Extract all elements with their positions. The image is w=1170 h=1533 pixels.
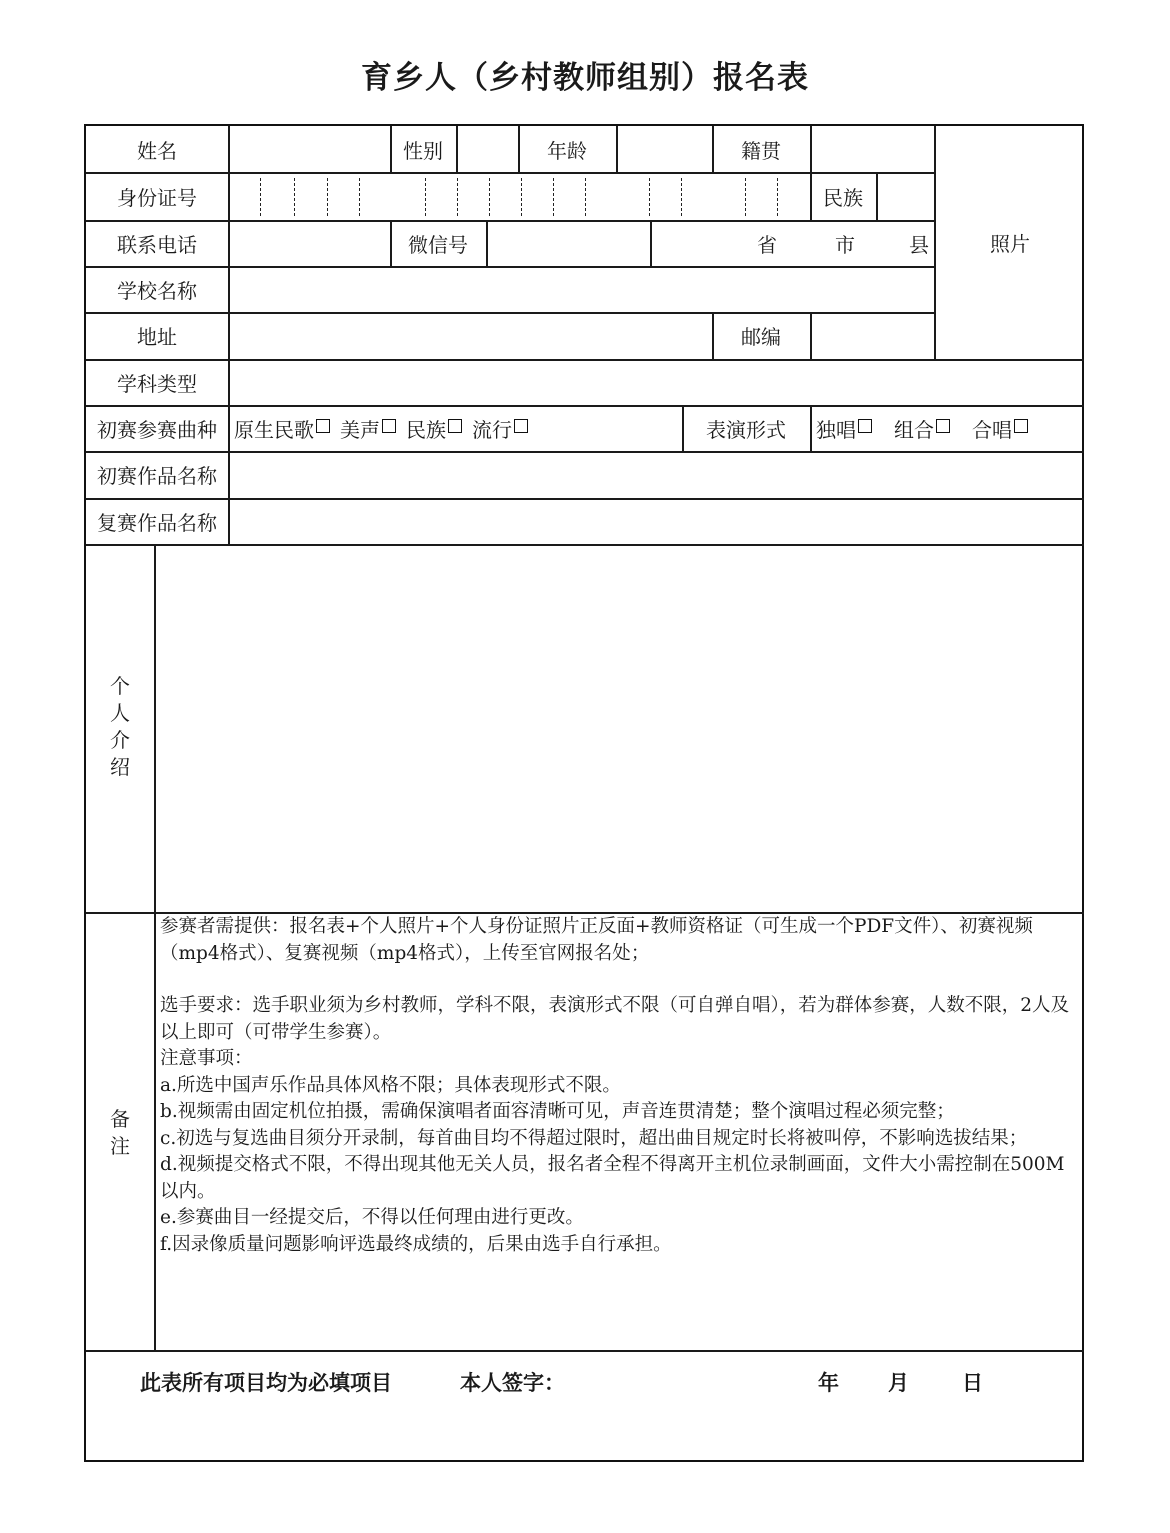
option-label: 美声 xyxy=(340,417,380,442)
label-prelim-work: 初赛作品名称 xyxy=(97,464,217,488)
label-genre: 初赛参赛曲种 xyxy=(97,417,217,442)
label-address: 地址 xyxy=(137,325,177,349)
checkbox-bel-canto[interactable] xyxy=(382,419,396,433)
label-ethnicity: 民族 xyxy=(823,185,863,210)
option-label: 合唱 xyxy=(972,417,1012,442)
label-phone: 联系电话 xyxy=(117,232,197,257)
id-number-field[interactable] xyxy=(230,174,808,218)
label-origin: 籍贯 xyxy=(741,138,781,163)
label-province: 省 xyxy=(757,232,777,257)
label-school: 学校名称 xyxy=(117,278,197,303)
label-age: 年龄 xyxy=(547,138,587,163)
label-subject: 学科类型 xyxy=(117,371,197,396)
checkbox-chorus[interactable] xyxy=(1014,419,1028,433)
option-label: 流行 xyxy=(472,417,512,442)
note-item: f.因录像质量问题影响评选最终成绩的，后果由选手自行承担。 xyxy=(160,1233,672,1255)
label-intro: 个人介绍 xyxy=(110,674,130,779)
label-gender: 性别 xyxy=(403,138,443,163)
checkbox-group[interactable] xyxy=(936,419,950,433)
note-item: a.所选中国声乐作品具体风格不限；具体表现形式不限。 xyxy=(160,1074,621,1096)
gender-field[interactable] xyxy=(458,128,516,170)
option-label: 民族 xyxy=(406,417,446,442)
note-item: e.参赛曲目一经提交后，不得以任何理由进行更改。 xyxy=(160,1207,584,1228)
label-id-number: 身份证号 xyxy=(117,185,197,210)
option-label: 原生民歌 xyxy=(234,417,314,442)
option-label: 组合 xyxy=(894,417,934,442)
photo-area[interactable]: 照片 xyxy=(990,232,1030,256)
remarks-notes xyxy=(160,914,1080,1258)
footer-signature-label: 本人签字： xyxy=(460,1371,565,1395)
performance-options xyxy=(816,405,1082,451)
note-item: d.视频提交格式不限，不得出现其他无关人员，报名者全程不得离开主机位录制画面，文件大小需控制在500M以内。 xyxy=(160,1154,1065,1202)
checkbox-original-folk[interactable] xyxy=(316,419,330,433)
label-performance: 表演形式 xyxy=(706,417,786,442)
phone-field[interactable] xyxy=(230,222,388,264)
footer-required: 此表所有项目均为必填项目 xyxy=(140,1371,392,1395)
label-county: 县 xyxy=(909,232,929,257)
prelim-work-field[interactable] xyxy=(230,453,1082,496)
label-name: 姓名 xyxy=(137,138,177,163)
signature-field[interactable] xyxy=(576,1366,806,1402)
school-field[interactable] xyxy=(230,268,932,310)
rematch-work-field[interactable] xyxy=(230,500,1082,542)
form-title: 育乡人（乡村教师组别）报名表 xyxy=(361,60,809,96)
note-materials: 参赛者需提供：报名表+个人照片+个人身份证照片正反面+教师资格证（可生成一个PDF文件）、初赛视频（mp4格式）、复赛视频（mp4格式），上传至官网报名处； xyxy=(160,916,1033,964)
footer-year: 年 xyxy=(818,1371,839,1395)
checkbox-ethnic[interactable] xyxy=(448,419,462,433)
origin-field[interactable] xyxy=(812,128,932,170)
age-field[interactable] xyxy=(618,128,710,170)
footer-month: 月 xyxy=(888,1371,909,1395)
intro-field[interactable] xyxy=(156,546,1082,910)
genre-options xyxy=(234,405,680,451)
name-field[interactable] xyxy=(230,128,388,170)
note-item: b.视频需由固定机位拍摄，需确保演唱者面容清晰可见，声音连贯清楚；整个演唱过程必须完整； xyxy=(160,1101,955,1122)
label-wechat: 微信号 xyxy=(408,232,468,257)
region-field[interactable] xyxy=(652,222,932,264)
postcode-field[interactable] xyxy=(812,314,932,357)
subject-field[interactable] xyxy=(230,361,1082,403)
label-remarks: 备注 xyxy=(110,1107,130,1158)
wechat-field[interactable] xyxy=(488,222,648,264)
note-requirements: 选手要求：选手职业须为乡村教师，学科不限，表演形式不限（可自弹自唱），若为群体参赛，人数不限，2人及以上即可（可带学生参赛）。 xyxy=(160,995,1070,1043)
footer-day: 日 xyxy=(962,1371,983,1395)
label-postcode: 邮编 xyxy=(741,325,781,349)
label-city: 市 xyxy=(835,232,855,257)
note-heading: 注意事项： xyxy=(160,1048,253,1069)
registration-form xyxy=(84,124,1084,1462)
address-field[interactable] xyxy=(230,314,710,357)
ethnicity-field[interactable] xyxy=(878,174,932,218)
note-item: c.初选与复选曲目须分开录制，每首曲目均不得超过限时，超出曲目规定时长将被叫停，不影响选拔结果； xyxy=(160,1127,1028,1149)
col-line xyxy=(810,405,812,451)
label-rematch-work: 复赛作品名称 xyxy=(97,510,217,535)
checkbox-solo[interactable] xyxy=(858,419,872,433)
option-label: 独唱 xyxy=(816,417,856,442)
checkbox-pop[interactable] xyxy=(514,419,528,433)
